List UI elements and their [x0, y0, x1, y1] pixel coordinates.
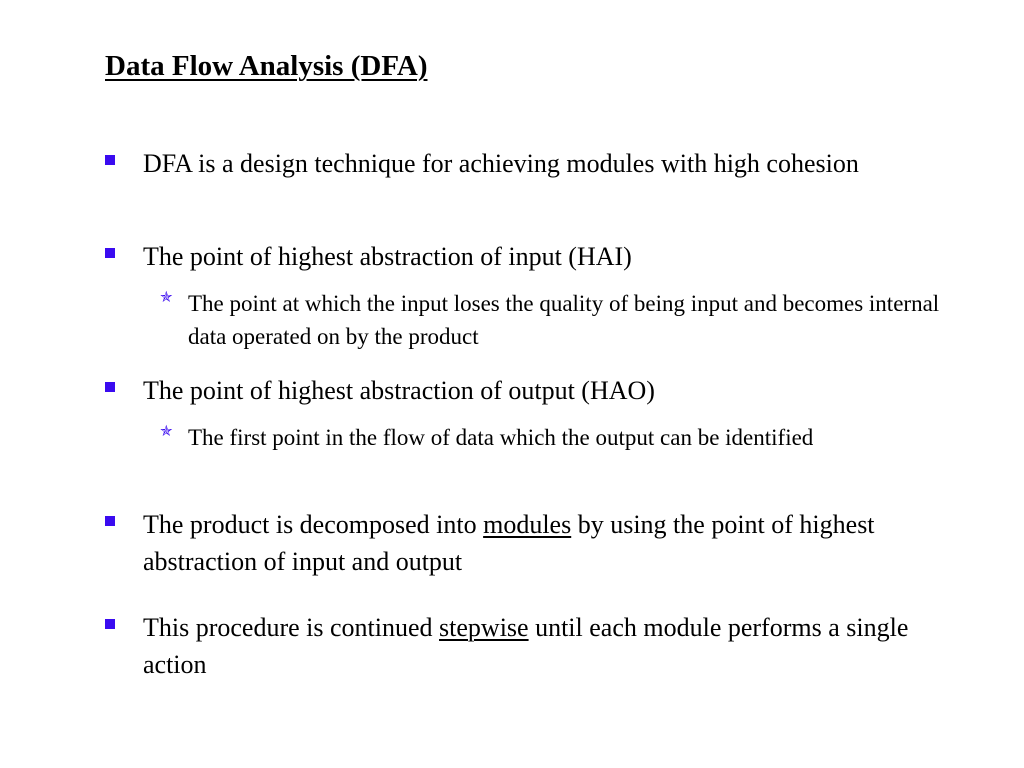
bullet-text-after: until each module performs a single action	[143, 613, 909, 679]
square-bullet-icon	[105, 248, 115, 258]
bullet-item-1	[105, 145, 955, 182]
bullet-text-after: by using the point of highest abstraction of input and output	[143, 510, 875, 576]
bullet-item-3	[105, 372, 955, 409]
subbullet-item-2	[160, 421, 950, 454]
slide-title: Data Flow Analysis (DFA)	[105, 50, 428, 82]
star-bullet-icon: ✯	[160, 422, 173, 440]
bullet-item-2	[105, 238, 955, 275]
square-bullet-icon	[105, 516, 115, 526]
square-bullet-icon	[105, 155, 115, 165]
subbullet-text: The first point in the flow of data which the output can be identified	[188, 425, 814, 450]
bullet-item-5	[105, 609, 955, 683]
subbullet-text: The point at which the input loses the quality of being input and becomes internal data operated on by the product	[188, 291, 940, 349]
subbullet-item-1	[160, 287, 950, 353]
bullet-text	[143, 506, 955, 580]
square-bullet-icon	[105, 619, 115, 629]
bullet-text-before: This procedure is continued	[143, 613, 440, 642]
star-bullet-icon: ✯	[160, 288, 173, 306]
bullet-text	[143, 609, 955, 683]
square-bullet-icon	[105, 382, 115, 392]
stepwise-link[interactable]: stepwise	[439, 613, 529, 642]
bullet-text: The point of highest abstraction of output (HAO)	[143, 376, 655, 405]
bullet-item-4	[105, 506, 955, 580]
bullet-text: The point of highest abstraction of input (HAI)	[143, 242, 632, 271]
modules-link[interactable]: modules	[483, 510, 572, 539]
bullet-text-before: The product is decomposed into	[143, 510, 484, 539]
bullet-text: DFA is a design technique for achieving modules with high cohesion	[143, 149, 859, 178]
